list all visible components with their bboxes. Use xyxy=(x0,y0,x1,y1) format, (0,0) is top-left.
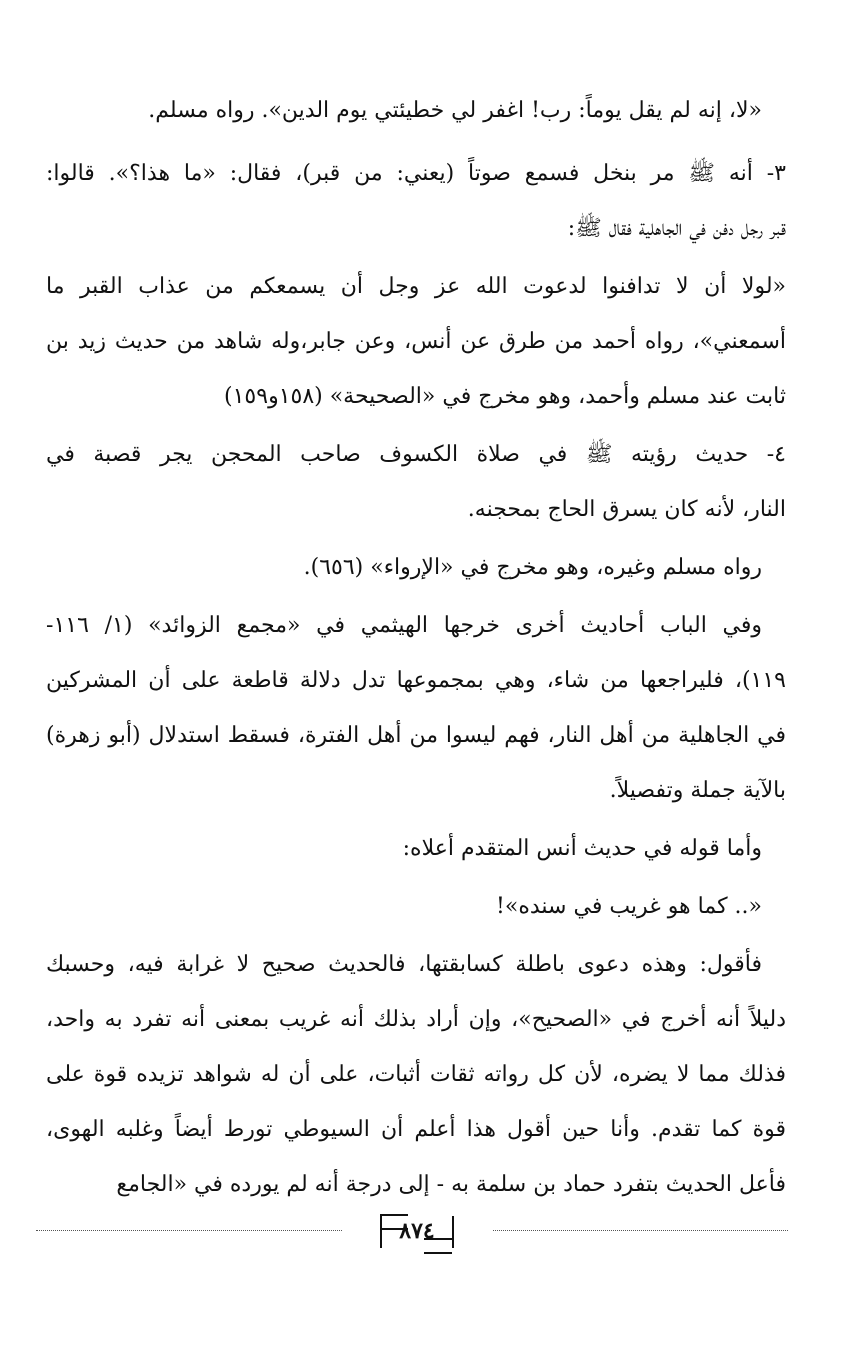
text-line: «لا، إنه لم يقل يوماً: رب! اغفر لي خطيئتي يوم الدين». رواه مسلم. xyxy=(148,98,762,123)
text-line: فذلك مما لا يضره، لأن كل رواته ثقات أثبات، على أن له شواهد تزيده قوة على xyxy=(46,1062,786,1087)
paragraph xyxy=(46,159,786,244)
paragraph xyxy=(46,950,786,1200)
text-line: النار، لأنه كان يسرق الحاج بمحجنه. xyxy=(467,497,786,522)
text-line: وفي الباب أحاديث أخرى خرجها الهيثمي في «مجمع الزوائد» (١/ ١١٦- xyxy=(46,613,762,638)
paragraph xyxy=(46,272,786,412)
paragraph xyxy=(46,553,786,583)
paragraph xyxy=(46,611,786,806)
text-line: في الجاهلية من أهل النار، فهم ليسوا من أهل الفترة، فسقط استدلال (أبو زهرة) xyxy=(46,723,786,748)
text-line: «لولا أن لا تدافنوا لدعوت الله عز وجل أن يسمعكم من عذاب القبر ما xyxy=(46,274,786,299)
text-line: فأعل الحديث بتفرد حماد بن سلمة به - إلى درجة أنه لم يورده في «الجامع xyxy=(116,1172,786,1197)
page-number: ٨٧٤ xyxy=(399,1218,435,1244)
text-line: ٣- أنه ﷺ مر بنخل فسمع صوتاً (يعني: من قبر)، فقال: «ما هذا؟». قالوا: xyxy=(46,161,786,186)
text-line: بالآية جملة وتفصيلاً. xyxy=(609,778,786,803)
text-line: «.. كما هو غريب في سنده»! xyxy=(496,894,762,919)
paragraph xyxy=(46,440,786,525)
page-footer xyxy=(36,1212,788,1252)
text-line: قوة كما تقدم. وأنا حين أقول هذا أعلم أن السيوطي تورط أيضاً وغلبه الهوى، xyxy=(46,1117,786,1142)
text-line: أسمعني»، رواه أحمد من طرق عن أنس، وعن جابر،وله شاهد من حديث زيد بن xyxy=(46,329,786,354)
text-line: دليلاً أنه أخرج في «الصحيح»، وإن أراد بذلك أنه غريب بمعنى أنه تفرد به واحد، xyxy=(46,1007,786,1032)
paragraph xyxy=(46,834,786,864)
text-line: فأقول: وهذه دعوى باطلة كسابقتها، فالحديث صحيح لا غرابة فيه، وحسبك xyxy=(46,952,762,977)
page-body xyxy=(46,96,786,1228)
text-line: ٤- حديث رؤيته ﷺ في صلاة الكسوف صاحب المحجن يجر قصبة في xyxy=(46,442,786,467)
text-line: قبر رجل دفن في الجاهلية فقال ﷺ: xyxy=(567,216,786,241)
text-line: ثابت عند مسلم وأحمد، وهو مخرج في «الصحيحة» (١٥٨و١٥٩) xyxy=(224,384,786,409)
text-line: رواه مسلم وغيره، وهو مخرج في «الإرواء» (٦٥٦). xyxy=(303,555,762,580)
paragraph xyxy=(46,892,786,922)
text-line: ١١٩)، فليراجعها من شاء، وهي بمجموعها تدل دلالة قاطعة على أن المشركين xyxy=(46,668,786,693)
page-number-ornament xyxy=(342,1214,492,1250)
paragraph xyxy=(46,96,786,126)
text-line: وأما قوله في حديث أنس المتقدم أعلاه: xyxy=(402,836,762,861)
